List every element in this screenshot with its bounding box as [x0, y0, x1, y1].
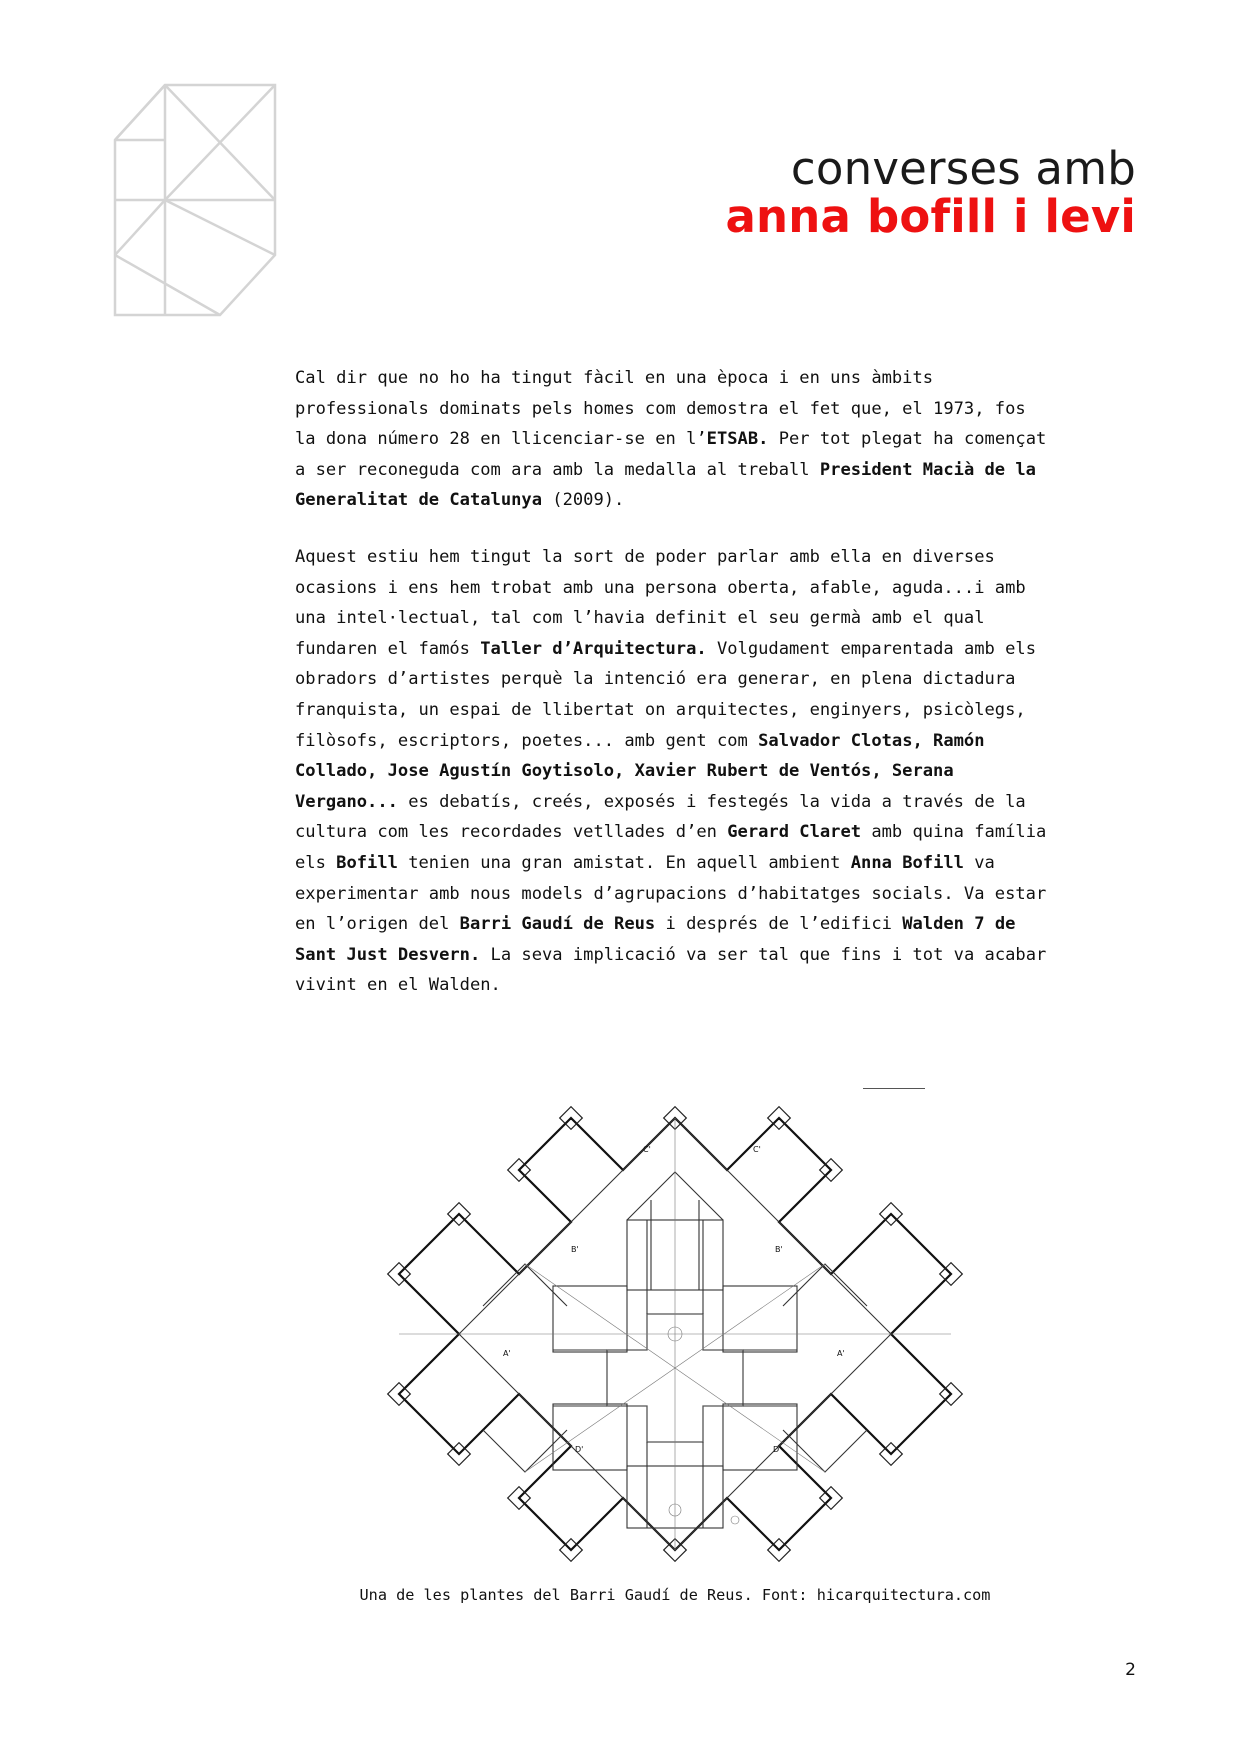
svg-text:A': A': [503, 1349, 511, 1358]
title-line-2: anna bofill i levi: [725, 190, 1136, 244]
svg-text:B': B': [571, 1245, 579, 1254]
svg-text:C': C': [753, 1145, 761, 1154]
figure-caption: Una de les plantes del Barri Gaudí de Reus. Font: hicarquitectura.com: [359, 1586, 991, 1604]
abstract-polygon-logo-icon: [110, 80, 280, 320]
page-number: 2: [1125, 1660, 1136, 1680]
barri-gaudi-floor-plan-image: [295, 1100, 1055, 1570]
article-body: [295, 363, 1055, 1027]
page-header: [110, 70, 1136, 330]
svg-text:A': A': [837, 1349, 845, 1358]
paragraph-1: Cal dir que no ho ha tingut fàcil en una època i en uns àmbits professionals dominats pels homes com demostra el fet que, el 1973, fos la dona número 28 en llicenciar-se en l’ETSAB. Per tot plegat ha començat a ser reconeguda com ara amb la medalla al treball President Macià de la Generalitat de Catalunya (2009).: [295, 368, 1047, 511]
svg-text:C': C': [643, 1145, 651, 1154]
svg-text:D': D': [575, 1445, 584, 1454]
figure-block: [295, 1100, 1055, 1606]
paragraph-2: Aquest estiu hem tingut la sort de poder parlar amb ella en diverses ocasions i ens hem trobat amb una persona oberta, afable, aguda...i amb una intel·lectual, tal com l’havia definit el seu germà amb el qual fundaren el famós Taller d’Arquitectura. Volgudament emparentada amb els obradors d’artistes perquè la intenció era generar, en plena dictadura franquista, un espai de llibertat on arquitectes, enginyers, psicòlegs, filòsofs, escriptors, poetes... amb gent com Salvador Clotas, Ramón Collado, Jose Agustín Goytisolo, Xavier Rubert de Ventós, Serana Vergano... es debatís, creés, exposés i festegés la vida a través de la cultura com les recordades vetllades d’en Gerard Claret amb quina família els Bofill tenien una gran amistat. En aquell ambient Anna Bofill va experimentar amb nous models d’agrupacions d’habitatges socials. Va estar en l’origen del Barri Gaudí de Reus i després de l’edifici Walden 7 de Sant Just Desvern. La seva implicació va ser tal que fins i tot va acabar vivint en el Walden.: [295, 546, 1047, 996]
page-title: [725, 142, 1136, 244]
title-line-1: converses amb: [790, 142, 1136, 195]
svg-text:D': D': [773, 1445, 782, 1454]
svg-text:B': B': [775, 1245, 783, 1254]
divider-rule: [863, 1088, 925, 1089]
